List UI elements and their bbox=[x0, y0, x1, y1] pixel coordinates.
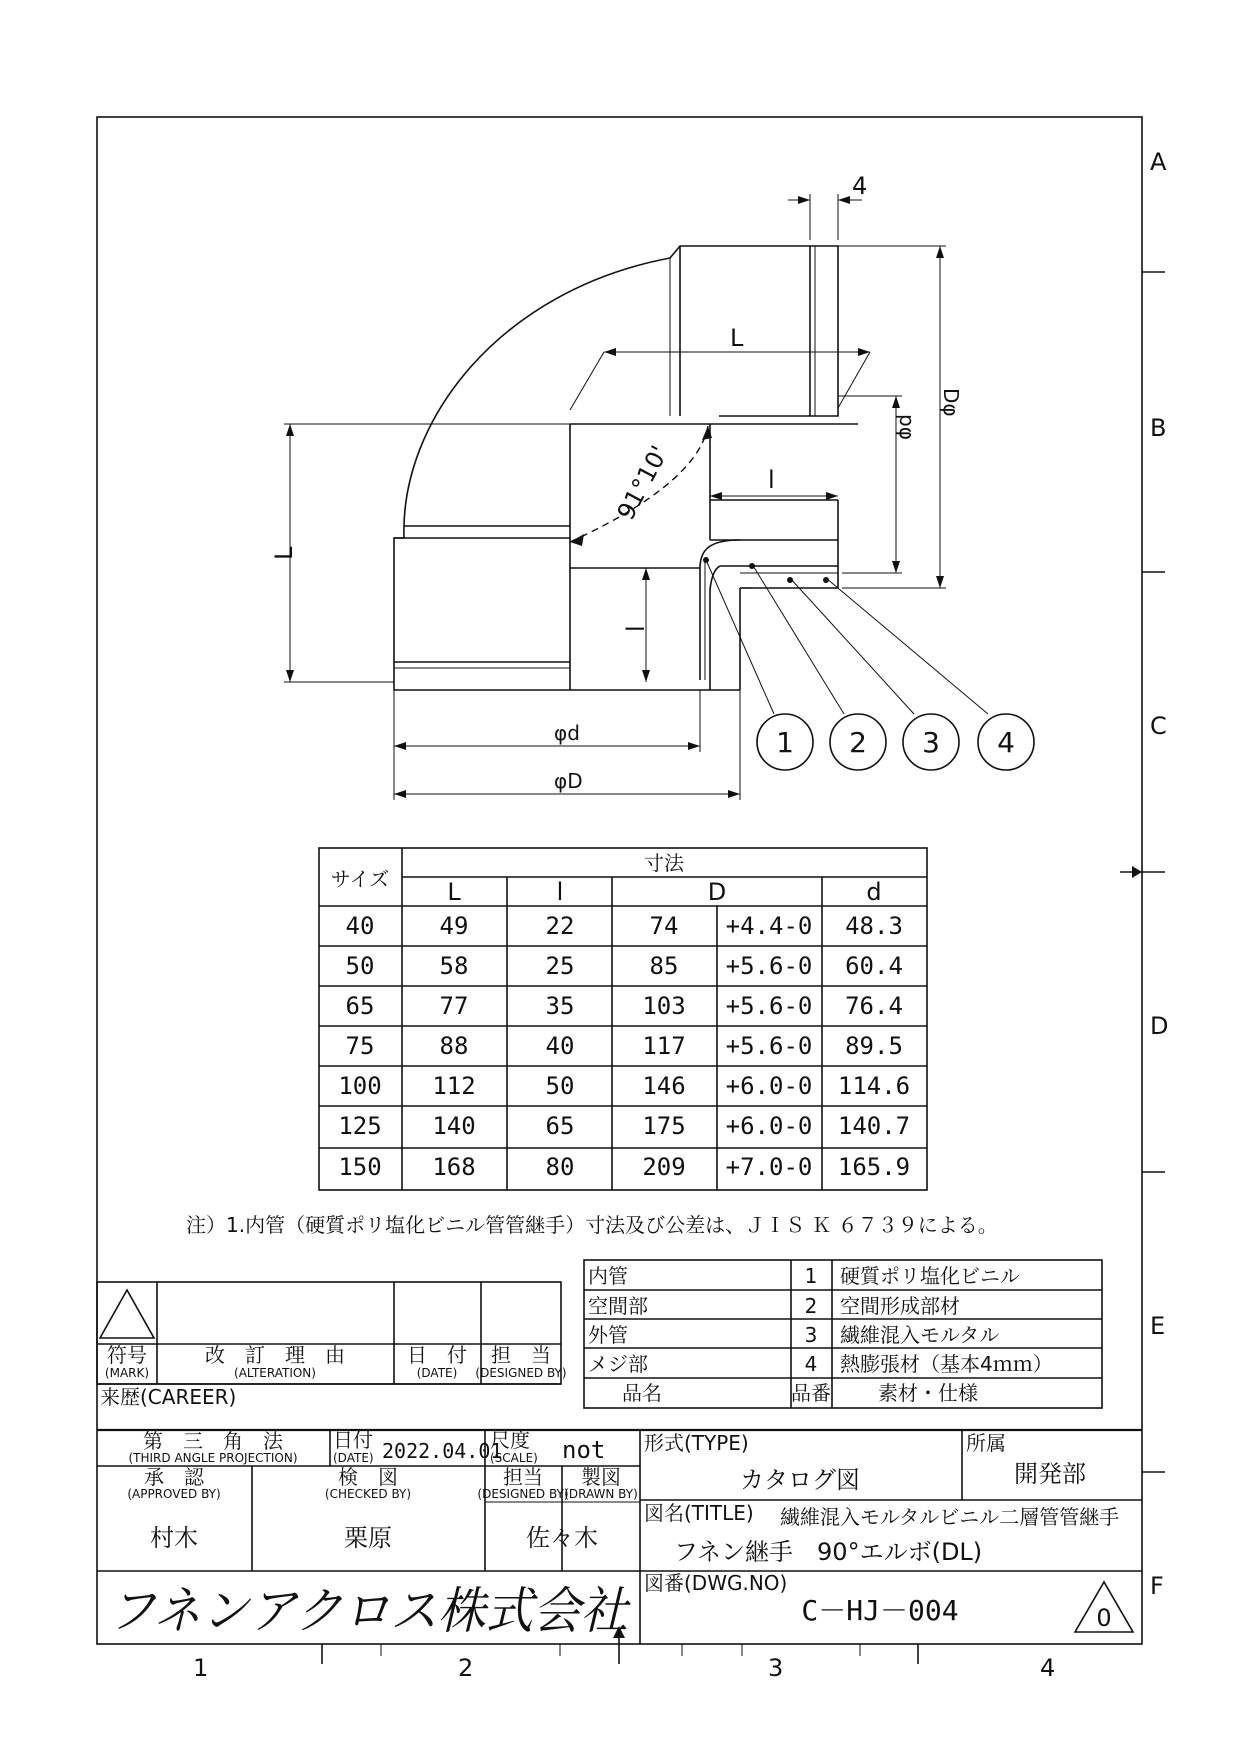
dimension-cell: 77 bbox=[439, 992, 469, 1020]
dimension-cell: 35 bbox=[545, 992, 575, 1020]
size-header: サイズ bbox=[330, 867, 390, 891]
company-name: フネンアクロス株式会社 bbox=[108, 1582, 631, 1640]
dim-L-top-label: L bbox=[730, 324, 744, 352]
dimension-cell: 165.9 bbox=[837, 1153, 911, 1181]
zone-row-b: B bbox=[1150, 414, 1167, 442]
dimension-cell: 209 bbox=[642, 1153, 686, 1181]
date-value: 2022.04.01 bbox=[382, 1439, 503, 1463]
parts-footer-spec: 素材・仕様 bbox=[878, 1381, 978, 1405]
rev-mark-label: 符号 bbox=[107, 1343, 147, 1367]
parts-cell: 外管 bbox=[588, 1323, 628, 1347]
zone-col-2: 2 bbox=[458, 1654, 474, 1682]
sub-header-d: d bbox=[866, 878, 882, 906]
sub-header-L: L bbox=[447, 878, 461, 906]
dimension-rows bbox=[338, 912, 910, 1181]
zone-row-f: F bbox=[1150, 1572, 1164, 1600]
dept-value: 開発部 bbox=[1014, 1460, 1086, 1488]
dimension-cell: 25 bbox=[545, 952, 575, 980]
career-label: 来歴(CAREER) bbox=[100, 1385, 237, 1409]
frame-border bbox=[97, 117, 1142, 1644]
callouts bbox=[703, 557, 1034, 770]
dimension-cell: 49 bbox=[439, 912, 469, 940]
rev-date-label: 日 付 bbox=[407, 1343, 467, 1367]
dimension-cell: 76.4 bbox=[845, 992, 903, 1020]
dimension-cell: 150 bbox=[338, 1153, 382, 1181]
scale-value: not bbox=[562, 1436, 606, 1464]
parts-footer-name: 品名 bbox=[622, 1381, 662, 1405]
parts-cell: メジ部 bbox=[588, 1352, 648, 1376]
dimension-cell: +5.6-0 bbox=[725, 952, 813, 980]
callout-4-label: 4 bbox=[997, 726, 1015, 759]
dimension-cell: 40 bbox=[545, 1032, 575, 1060]
dimension-cell: +7.0-0 bbox=[725, 1153, 813, 1181]
designed-label: 担当 bbox=[503, 1465, 543, 1489]
dimension-table bbox=[319, 848, 927, 1190]
parts-cell: 熱膨張材（基本4ｍｍ） bbox=[840, 1352, 1053, 1376]
dims-header: 寸法 bbox=[644, 851, 684, 875]
dim-l-left-label: l bbox=[622, 625, 650, 632]
parts-cell: 繊維混入モルタル bbox=[840, 1323, 1000, 1347]
dimension-cell: +6.0-0 bbox=[725, 1072, 813, 1100]
dimension-cell: 112 bbox=[432, 1072, 476, 1100]
dimension-cell: 103 bbox=[642, 992, 686, 1020]
dimension-cell: 22 bbox=[545, 912, 575, 940]
dwg-label: 図番(DWG.NO) bbox=[644, 1571, 788, 1595]
parts-cell: 4 bbox=[804, 1352, 818, 1376]
dimension-lines bbox=[270, 172, 963, 800]
dimension-cell: 65 bbox=[545, 1112, 575, 1140]
parts-cell: 硬質ポリ塩化ビニル bbox=[840, 1264, 1020, 1288]
revision-block bbox=[97, 1282, 567, 1409]
type-value: カタログ図 bbox=[740, 1466, 860, 1494]
parts-footer-no: 品番 bbox=[791, 1381, 831, 1405]
rev-designer-label: 担 当 bbox=[491, 1343, 551, 1367]
approved-label: 承 認 bbox=[144, 1465, 204, 1489]
zone-row-d: D bbox=[1150, 1012, 1169, 1040]
zone-col-4: 4 bbox=[1040, 1654, 1056, 1682]
drawn-value: 佐々木 bbox=[526, 1524, 598, 1552]
dimension-cell: 74 bbox=[649, 912, 679, 940]
approved-value: 村木 bbox=[150, 1524, 198, 1552]
dimension-cell: 60.4 bbox=[845, 952, 903, 980]
parts-cell: 内管 bbox=[588, 1264, 628, 1288]
rev-designer-en: (DESIGNED BY) bbox=[475, 1366, 567, 1380]
rev-mark-en: (MARK) bbox=[104, 1366, 150, 1380]
zone-row-a: A bbox=[1150, 148, 1167, 176]
dim-d-bottom-label: φd bbox=[554, 721, 580, 745]
type-label: 形式(TYPE) bbox=[644, 1431, 749, 1455]
projection-en: (THIRD ANGLE PROJECTION) bbox=[128, 1451, 298, 1465]
parts-cell: 3 bbox=[804, 1323, 818, 1347]
dimension-cell: 88 bbox=[439, 1032, 469, 1060]
approved-en: (APPROVED BY) bbox=[127, 1487, 221, 1501]
revision-value: 0 bbox=[1096, 1604, 1112, 1632]
scale-label: 尺度 bbox=[490, 1428, 530, 1452]
rev-date-en: (DATE) bbox=[416, 1366, 458, 1380]
dwg-value: C－HJ－004 bbox=[801, 1594, 959, 1627]
drawn-label: 製図 bbox=[581, 1465, 621, 1489]
dimension-cell: 100 bbox=[338, 1072, 382, 1100]
parts-rows bbox=[588, 1264, 1053, 1376]
zone-col-1: 1 bbox=[193, 1654, 209, 1682]
checked-label: 検 図 bbox=[338, 1465, 398, 1489]
dimension-cell: 50 bbox=[545, 1072, 575, 1100]
dimension-cell: 117 bbox=[642, 1032, 686, 1060]
dimension-cell: 58 bbox=[439, 952, 469, 980]
dim-l-right-label: l bbox=[768, 466, 775, 494]
dimension-cell: 50 bbox=[345, 952, 375, 980]
dimension-cell: 168 bbox=[432, 1153, 476, 1181]
dimension-cell: 175 bbox=[642, 1112, 686, 1140]
zone-row-e: E bbox=[1150, 1312, 1166, 1340]
scale-label-en: (SCALE) bbox=[490, 1451, 538, 1465]
dimension-cell: 85 bbox=[649, 952, 679, 980]
dimension-cell: +6.0-0 bbox=[725, 1112, 813, 1140]
dim-pd-label: pφ bbox=[895, 414, 919, 440]
zone-col-3: 3 bbox=[768, 1654, 784, 1682]
projection-label: 第 三 角 法 bbox=[143, 1429, 283, 1453]
dimension-cell: 75 bbox=[345, 1032, 375, 1060]
designed-en: (DESIGNED BY) bbox=[477, 1487, 569, 1501]
dimension-cell: 140 bbox=[432, 1112, 476, 1140]
dimension-cell: 125 bbox=[338, 1112, 382, 1140]
dimension-cell: +5.6-0 bbox=[725, 1032, 813, 1060]
sub-header-D: D bbox=[707, 878, 727, 906]
title-label: 図名(TITLE) bbox=[644, 1501, 754, 1525]
sub-header-l: l bbox=[556, 878, 564, 906]
zone-row-c: C bbox=[1150, 712, 1167, 740]
title-block bbox=[97, 1428, 1142, 1644]
parts-cell: 2 bbox=[804, 1294, 818, 1318]
dimension-cell: 89.5 bbox=[845, 1032, 903, 1060]
parts-cell: 1 bbox=[804, 1264, 818, 1288]
dim-4-label: 4 bbox=[852, 172, 868, 200]
dimension-cell: 65 bbox=[345, 992, 375, 1020]
revision-triangle-icon bbox=[100, 1290, 154, 1338]
rev-reason-label: 改 訂 理 由 bbox=[205, 1343, 345, 1367]
dimension-cell: 114.6 bbox=[837, 1072, 911, 1100]
date-label-en: (DATE) bbox=[333, 1451, 374, 1465]
zone-rows bbox=[1150, 148, 1168, 1600]
dim-D-bottom-label: φD bbox=[554, 769, 583, 793]
dim-D-right-label: Dφ bbox=[939, 388, 963, 417]
parts-list bbox=[584, 1260, 1102, 1408]
dimension-cell: 140.7 bbox=[837, 1112, 911, 1140]
center-arrow-icon bbox=[1132, 866, 1142, 878]
dimension-cell: 80 bbox=[545, 1153, 575, 1181]
callout-3-label: 3 bbox=[922, 726, 940, 759]
checked-value: 栗原 bbox=[344, 1524, 392, 1552]
drawn-en: (DRAWN BY) bbox=[564, 1487, 638, 1501]
callout-2-label: 2 bbox=[849, 726, 867, 759]
parts-cell: 空間部 bbox=[588, 1294, 648, 1318]
rev-reason-en: (ALTERATION) bbox=[234, 1366, 316, 1380]
dept-label: 所属 bbox=[966, 1431, 1006, 1455]
dimension-cell: 48.3 bbox=[845, 912, 903, 940]
note-text: 注）1.内管（硬質ポリ塩化ビニル管管継手）寸法及び公差は、ＪＩＳ Ｋ ６７３９による。 bbox=[186, 1213, 998, 1237]
dim-L-left-label: L bbox=[270, 546, 298, 560]
dimension-cell: 146 bbox=[642, 1072, 686, 1100]
dimension-cell: +4.4-0 bbox=[725, 912, 813, 940]
date-label: 日付 bbox=[333, 1428, 373, 1452]
dimension-cell: +5.6-0 bbox=[725, 992, 813, 1020]
callout-1-label: 1 bbox=[776, 726, 794, 759]
angle-label: 91°10' bbox=[611, 441, 674, 525]
checked-en: (CHECKED BY) bbox=[324, 1487, 412, 1501]
title-line2: フネン継手 90°エルボ(DL) bbox=[674, 1538, 983, 1566]
dimension-cell: 40 bbox=[345, 912, 375, 940]
title-line1: 繊維混入モルタルビニル二層管管継手 bbox=[780, 1505, 1120, 1529]
parts-cell: 空間形成部材 bbox=[840, 1294, 960, 1318]
